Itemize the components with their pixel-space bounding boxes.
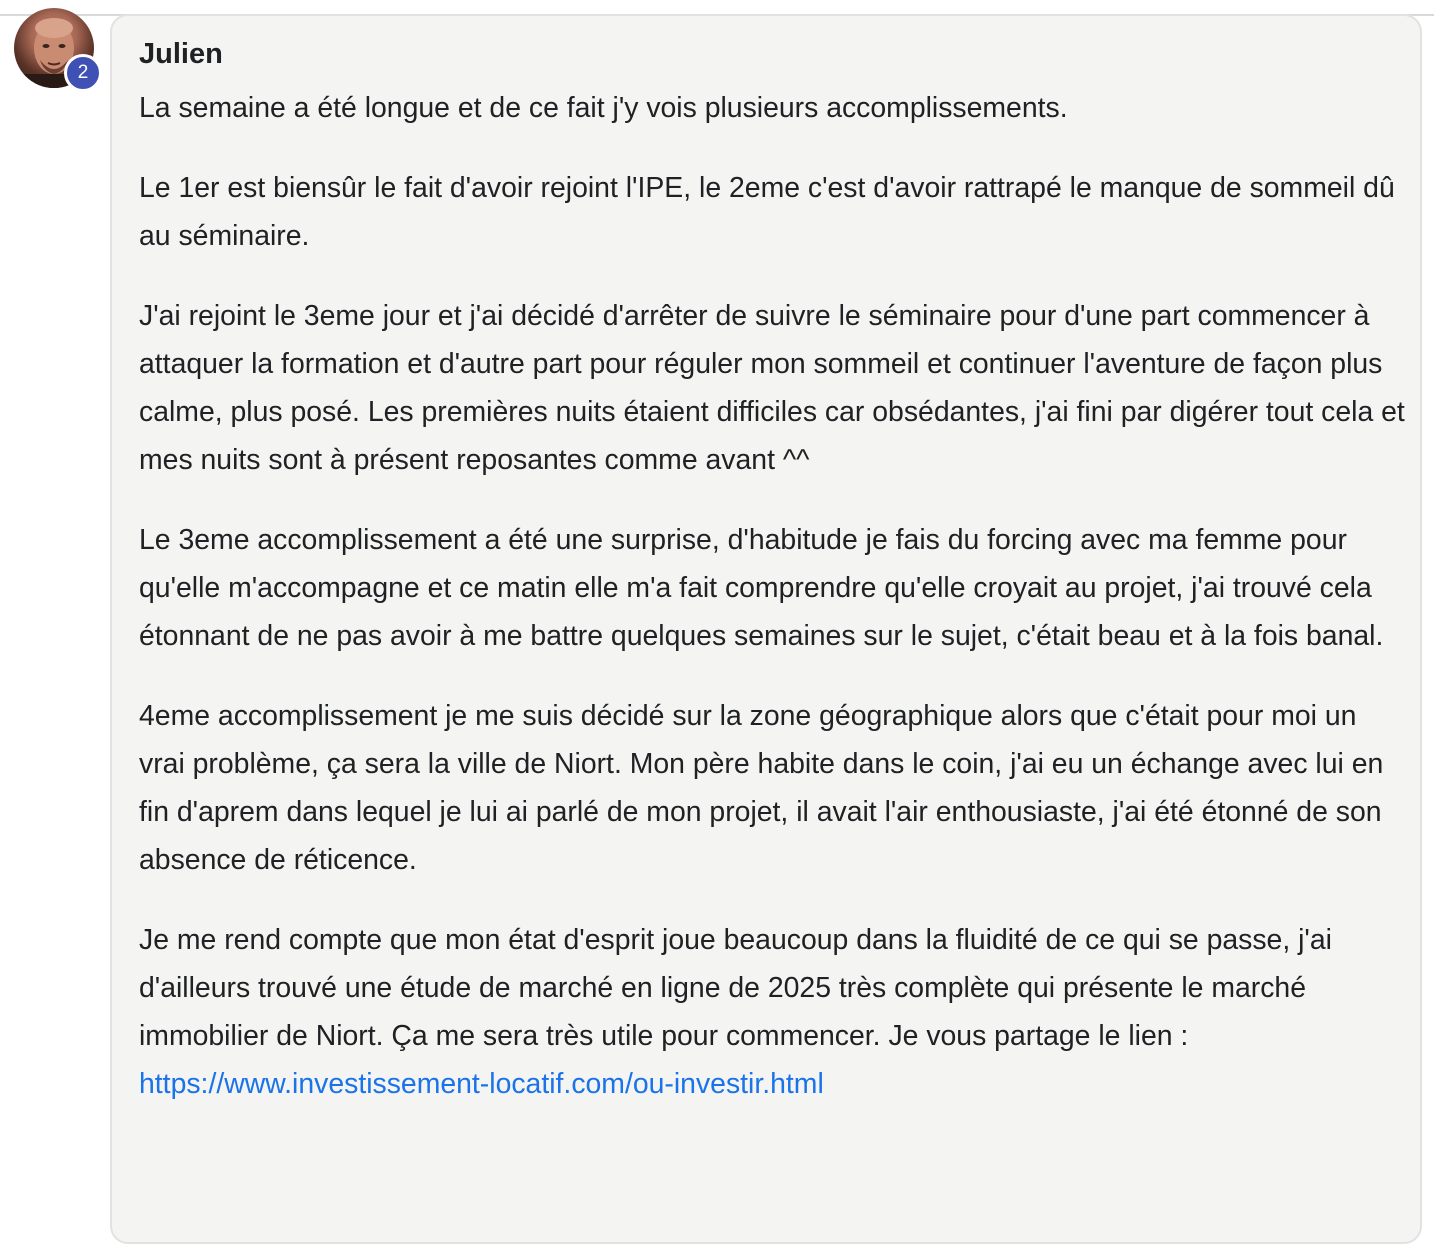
- author-avatar-container[interactable]: [14, 8, 98, 92]
- comment-paragraph: Le 1er est biensûr le fait d'avoir rejoint l'IPE, le 2eme c'est d'avoir rattrapé le manque de sommeil dû au séminaire.: [139, 172, 1395, 252]
- comment-paragraph: J'ai rejoint le 3eme jour et j'ai décidé d'arrêter de suivre le séminaire pour d'une part commencer à attaquer la formation et d'autre part pour réguler mon sommeil et continuer l'aventure de façon plus calme, plus posé. Les premières nuits étaient difficiles car obsédantes, j'ai fini par digérer tout cela et mes nuits sont à présent reposantes comme avant ^^: [139, 300, 1405, 476]
- comment-paragraph-text: Je me rend compte que mon état d'esprit joue beaucoup dans la fluidité de ce qui se passe, j'ai d'ailleurs trouvé une étude de marché en ligne de 2025 très complète qui présente le marché immobilier de Niort. Ça me sera très utile pour commencer. Je vous partage le lien :: [139, 924, 1332, 1052]
- comment-paragraph: 4eme accomplissement je me suis décidé sur la zone géographique alors que c'était pour moi un vrai problème, ça sera la ville de Niort. Mon père habite dans le coin, j'ai eu un échange avec lui en fin d'aprem dans lequel je lui ai parlé de mon projet, il avait l'air enthousiaste, j'ai été étonné de son absence de réticence.: [139, 700, 1384, 876]
- shared-link[interactable]: https://www.investissement-locatif.com/ou-investir.html: [139, 1068, 824, 1100]
- author-name[interactable]: Julien: [139, 38, 223, 70]
- comment-paragraph: La semaine a été longue et de ce fait j'y vois plusieurs accomplissements.: [139, 92, 1068, 124]
- comment-body: [139, 84, 1409, 1140]
- level-badge: 2: [64, 54, 102, 92]
- comment-paragraph: Le 3eme accomplissement a été une surprise, d'habitude je fais du forcing avec ma femme pour qu'elle m'accompagne et ce matin elle m'a fait comprendre qu'elle croyait au projet, j'ai trouvé cela étonnant de ne pas avoir à me battre quelques semaines sur le sujet, c'était beau et à la fois banal.: [139, 524, 1384, 652]
- comment-paragraph-with-link: [139, 916, 1409, 1108]
